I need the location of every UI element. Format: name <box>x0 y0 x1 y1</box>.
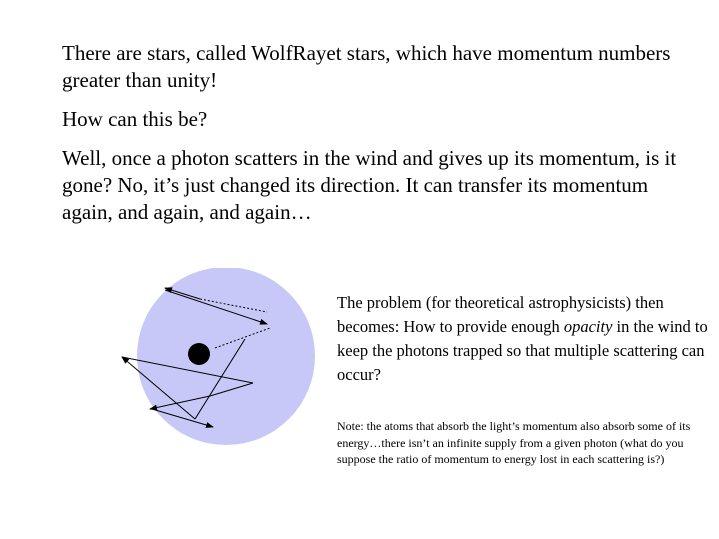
paragraph-question: How can this be? <box>62 107 208 131</box>
side-text-after: in the wind to keep the photons trapped so that multiple scattering can occur? <box>337 317 708 384</box>
paragraph-wolf-rayet: There are stars, called WolfRayet stars, which have momentum numbers greater than unity! <box>62 41 671 92</box>
multiple-scattering-diagram <box>110 268 335 448</box>
paragraph-explanation: Well, once a photon scatters in the wind and gives up its momentum, is it gone? No, it’s just changed its direction. It can transfer its momentum again, and again, and again… <box>62 146 677 224</box>
main-text <box>62 40 702 236</box>
side-text-before: The problem (for theoretical astrophysicists) then becomes: How to provide enough <box>337 293 664 336</box>
side-text <box>337 291 712 387</box>
side-paragraph <box>337 291 712 387</box>
opacity-term: opacity <box>563 317 613 336</box>
stellar-wind-disk <box>137 268 315 445</box>
star-dot <box>188 343 210 365</box>
note-paragraph: Note: the atoms that absorb the light’s momentum also absorb some of its energy…there isn’t an infinite supply from a given photon (what do you suppose the ratio of momentum to energy lost in each scattering is?) <box>337 419 691 466</box>
note-text <box>337 418 712 468</box>
